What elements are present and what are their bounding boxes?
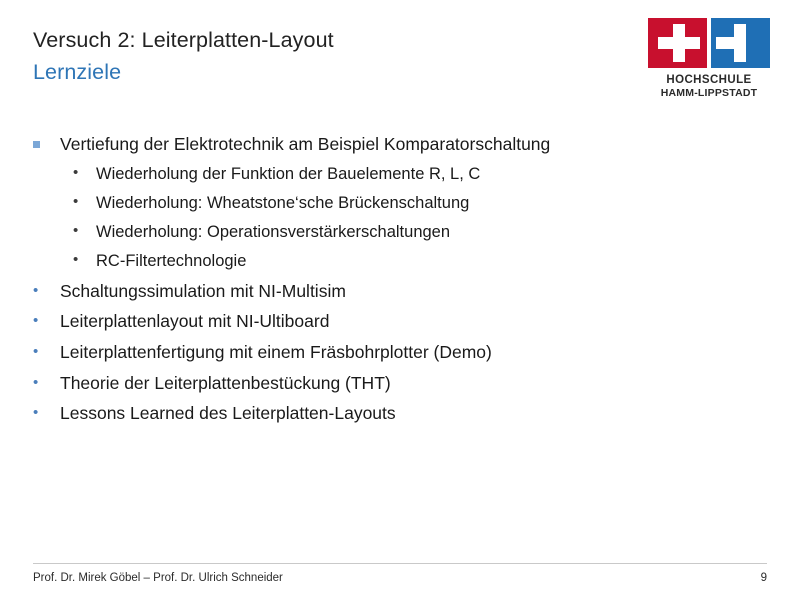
dot-bullet-icon: • [33,342,39,360]
list-item [33,133,760,157]
list-item-label: Theorie der Leiterplattenbestückung (THT) [60,372,391,393]
dot-bullet-icon: • [33,404,39,422]
square-bullet-icon [33,133,60,152]
page-number: 9 [760,572,767,584]
page-title: Versuch 2: Leiterplatten-Layout [33,28,334,52]
list-item-label: Schaltungssimulation mit NI-Multisim [60,280,346,301]
footer-authors: Prof. Dr. Mirek Göbel – Prof. Dr. Ulrich Schneider [33,572,283,584]
dot-bullet-icon: • [33,281,39,299]
list-item-label: Wiederholung: Wheatstone‘sche Brückenschaltung [96,193,470,212]
list-item-label: Leiterplattenlayout mit NI-Ultiboard [60,311,330,332]
list-item-label: Leiterplattenfertigung mit einem Fräsbohrplotter (Demo) [60,341,492,362]
logo-line-2: HAMM-LIPPSTADT [660,87,758,100]
footer-divider [33,563,767,564]
list-item [33,341,760,365]
dot-bullet-icon: • [73,251,79,269]
dot-bullet-icon: • [73,163,79,181]
list-item-label: Wiederholung: Operationsverstärkerschaltungen [96,223,451,242]
list-item [33,280,760,304]
dot-bullet-icon: • [73,192,79,210]
page-subtitle: Lernziele [33,60,122,84]
list-item-label: Wiederholung der Funktion der Bauelemente R, L, C [96,164,481,183]
logo-wordmark [648,74,770,99]
list-item [33,402,760,426]
logo-mark-icon [648,18,770,68]
list-item [73,163,760,185]
logo-line-1: HOCHSCHULE [666,74,752,86]
dot-bullet-icon: • [33,312,39,330]
list-item [73,250,760,272]
list-item [33,372,760,396]
bullet-list [33,133,760,433]
list-item [73,221,760,243]
list-item [33,310,760,334]
list-item-label: Lessons Learned des Leiterplatten-Layouts [60,403,396,424]
list-item-label: RC-Filtertechnologie [96,252,247,271]
list-item-label: Vertiefung der Elektrotechnik am Beispiel Komparatorschaltung [60,134,551,154]
hochschule-hamm-lippstadt-logo [648,18,770,99]
list-item [73,192,760,214]
dot-bullet-icon: • [73,222,79,240]
dot-bullet-icon: • [33,373,39,391]
